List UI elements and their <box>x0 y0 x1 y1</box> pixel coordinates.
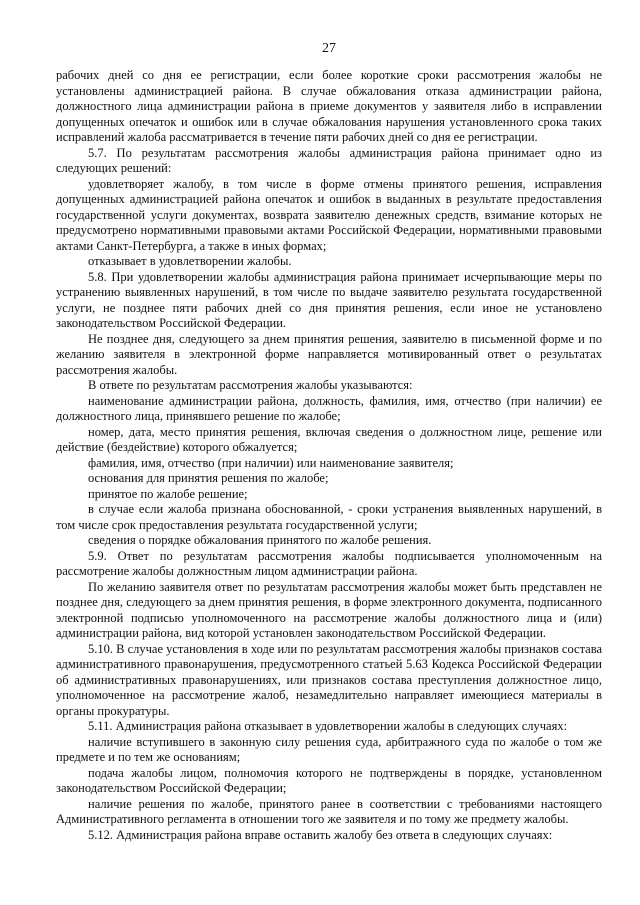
paragraph: основания для принятия решения по жалобе; <box>88 471 329 485</box>
paragraph: в случае если жалоба признана обоснованной, - сроки устранения выявленных нарушений, в том числе срок предоставления результата государственной услуги; <box>56 502 602 532</box>
paragraph: По желанию заявителя ответ по результатам рассмотрения жалобы может быть представлен не позднее дня, следующего за днем принятия решения, в форме электронного документа, подписанного электронной подписью уполномоченного на рассмотрение жалобы должностного лица и (или) администрации района, вид которой установлен законодательством Российской Федерации. <box>56 579 602 640</box>
paragraph: отказывает в удовлетворении жалобы. <box>88 254 292 268</box>
page-number: 27 <box>322 41 336 56</box>
paragraph: В ответе по результатам рассмотрения жалобы указываются: <box>88 378 413 392</box>
paragraph: Не позднее дня, следующего за днем принятия решения, заявителю в письменной форме и по желанию заявителя в электронной форме направляется мотивированный ответ о результатах рассмотрения жалобы. <box>56 331 602 377</box>
paragraph: 5.12. Администрация района вправе оставить жалобу без ответа в следующих случаях: <box>88 827 553 842</box>
paragraph: сведения о порядке обжалования принятого по жалобе решения. <box>88 533 432 547</box>
paragraph: номер, дата, место принятия решения, включая сведения о должностном лице, решение или действие (бездействие) которого обжалуется; <box>56 424 602 454</box>
paragraph: фамилия, имя, отчество (при наличии) или наименование заявителя; <box>88 455 454 470</box>
paragraph: 5.10. В случае установления в ходе или по результатам рассмотрения жалобы признаков состава административного правонарушения, предусмотренного статьей 5.63 Кодекса Российской Федерации об административных правонарушениях, или признаков состава преступления должностное лицо, уполномоченное на рассмотрение жалоб, незамедлительно направляет имеющиеся материалы в органы прокуратуры. <box>56 641 603 718</box>
paragraph: 5.8. При удовлетворении жалобы администрация района принимает исчерпывающие меры по устранению выявленных нарушений, в том числе по выдаче заявителю результата государственной услуги, не позднее пяти рабочих дней со дня принятия решения, если иное не установлено законодательством Российской Федерации. <box>56 269 602 330</box>
paragraph: принятое по жалобе решение; <box>88 486 248 501</box>
paragraph: 5.9. Ответ по результатам рассмотрения жалобы подписывается уполномоченным на рассмотрение жалобы должностным лицом администрации района. <box>56 548 602 578</box>
paragraph: 5.11. Администрация района отказывает в удовлетворении жалобы в следующих случаях: <box>88 719 568 733</box>
paragraph: 5.7. По результатам рассмотрения жалобы администрация района принимает одно из следующих решений: <box>56 145 602 175</box>
paragraph: наличие решения по жалобе, принятого ранее в соответствии с требованиями настоящего Административного регламента в отношении того же заявителя и по тому же предмету жалобы. <box>56 796 602 826</box>
paragraph: наличие вступившего в законную силу решения суда, арбитражного суда по жалобе о том же предмете и по тем же основаниям; <box>56 734 602 764</box>
paragraph: подача жалобы лицом, полномочия которого не подтверждены в порядке, установленном законодательством Российской Федерации; <box>56 765 602 795</box>
paragraph: рабочих дней со дня ее регистрации, если более короткие сроки рассмотрения жалобы не установлены администрацией района. В случае обжалования отказа администрации района, должностного лица администрации района в приеме документов у заявителя либо в исправлении допущенных опечаток и ошибок или в случае обжалования нарушения установленного срока таких исправлений жалоба рассматривается в течение пяти рабочих дней со дня ее регистрации. <box>56 68 602 144</box>
paragraph: удовлетворяет жалобу, в том числе в форме отмены принятого решения, исправления допущенных администрацией района опечаток и ошибок в выданных в результате предоставления государственной услуги документах, возврата заявителю денежных средств, взимание которых не предусмотрено нормативными правовыми актами Российской Федерации, нормативными правовыми актами Санкт-Петербурга, а также в иных формах; <box>56 176 602 253</box>
paragraph: наименование администрации района, должность, фамилия, имя, отчество (при наличии) ее должностного лица, принявшего решение по жалобе; <box>56 393 602 423</box>
